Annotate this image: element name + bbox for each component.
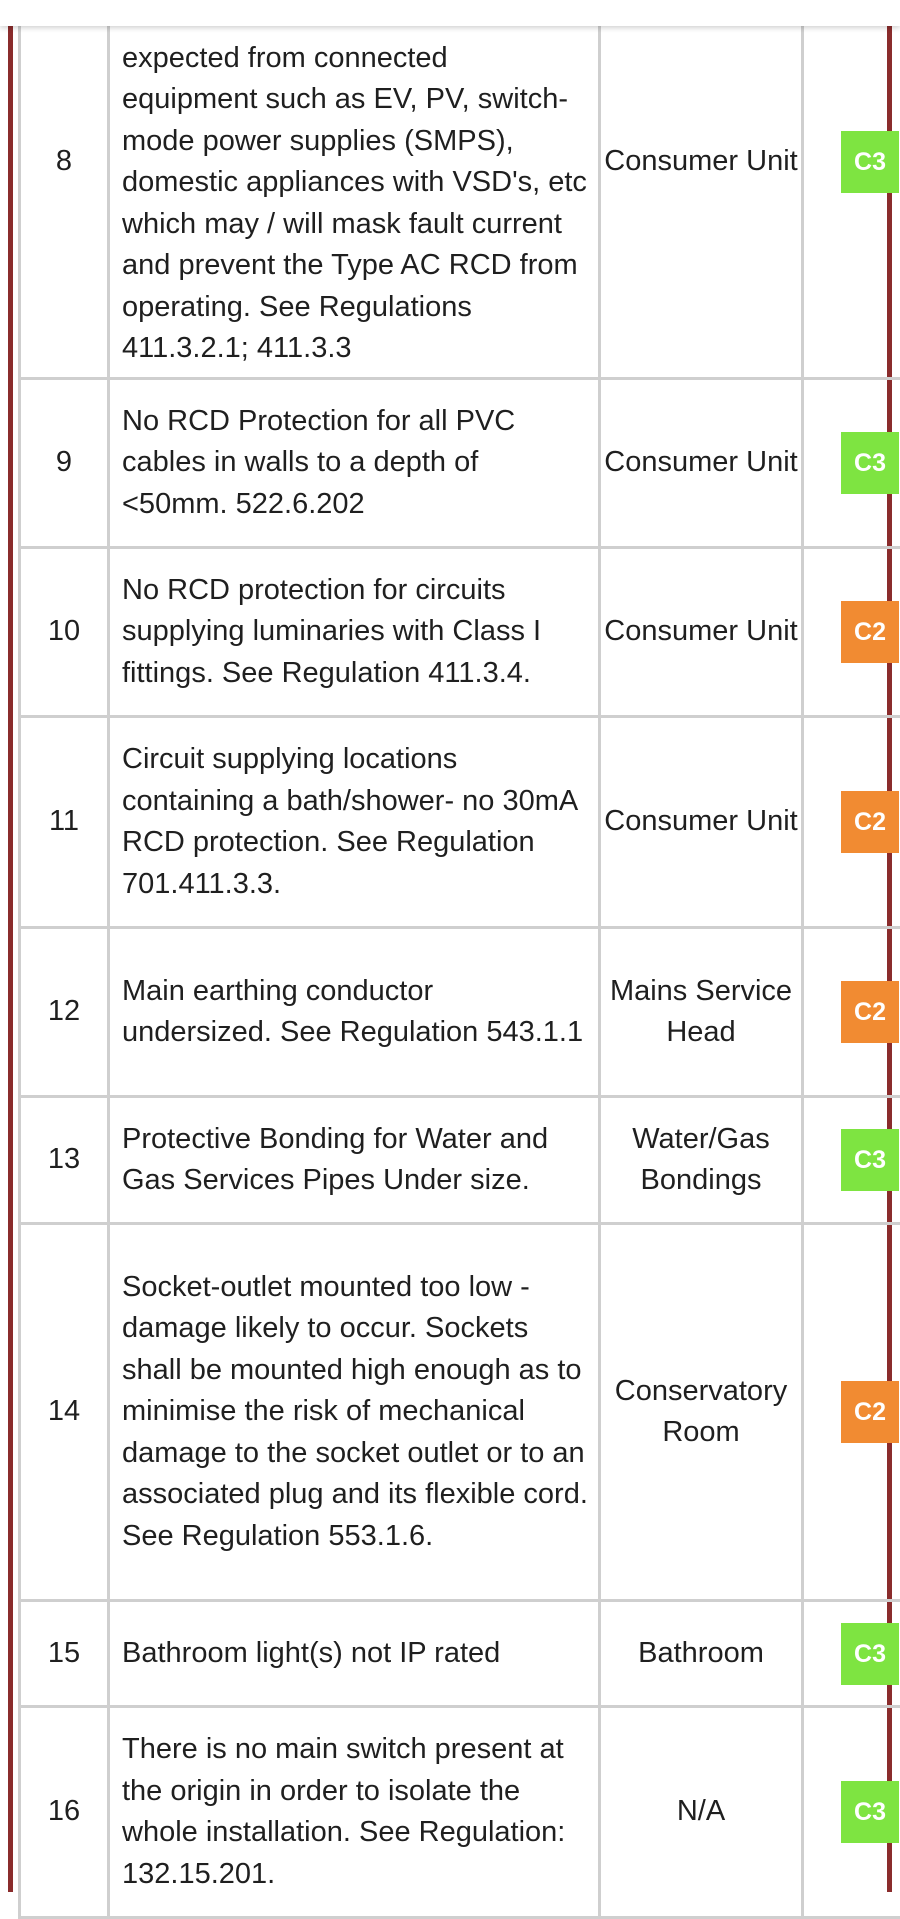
classification-code-badge: C3 [841, 1129, 899, 1191]
classification-code-badge: C3 [841, 131, 899, 193]
item-number: 13 [20, 1097, 109, 1224]
table-row [20, 1097, 900, 1224]
table-row [20, 1707, 900, 1918]
classification-code-badge: C3 [841, 1623, 899, 1685]
observation-description: There is no main switch present at the origin in order to isolate the whole installation. See Regulation: 132.15.201. [109, 1707, 600, 1918]
observation-location: N/A [600, 1707, 803, 1918]
classification-code-badge: C2 [841, 791, 899, 853]
observation-location: Conservatory Room [600, 1224, 803, 1601]
item-number: 8 [20, 0, 109, 379]
table-row [20, 1601, 900, 1707]
observation-location: Consumer Unit [600, 548, 803, 717]
observation-location: Consumer Unit [600, 717, 803, 928]
observation-description: Protective Bonding for Water and Gas Services Pipes Under size. [109, 1097, 600, 1224]
item-number: 14 [20, 1224, 109, 1601]
item-number: 10 [20, 548, 109, 717]
observation-description: No RCD protection for circuits supplying luminaries with Class I fittings. See Regulation 411.3.4. [109, 548, 600, 717]
observations-panel [8, 0, 892, 1892]
observation-description: Circuit supplying locations containing a bath/shower- no 30mA RCD protection. See Regulation 701.411.3.3. [109, 717, 600, 928]
observation-description: Main earthing conductor undersized. See Regulation 543.1.1 [109, 928, 600, 1097]
observation-description: Bathroom light(s) not IP rated [109, 1601, 600, 1707]
table-row [20, 1224, 900, 1601]
table-row [20, 379, 900, 548]
observation-description: expected from connected equipment such as EV, PV, switch-mode power supplies (SMPS), domestic appliances with VSD's, etc which may / will mask fault current and prevent the Type AC RCD from operating. See Regulations 411.3.2.1; 411.3.3 [109, 0, 600, 379]
observation-description: No RCD Protection for all PVC cables in walls to a depth of <50mm. 522.6.202 [109, 379, 600, 548]
table-row [20, 717, 900, 928]
classification-code-badge: C2 [841, 981, 899, 1043]
observation-location: Water/Gas Bondings [600, 1097, 803, 1224]
item-number: 15 [20, 1601, 109, 1707]
classification-code-badge: C3 [841, 1781, 899, 1843]
observation-location: Bathroom [600, 1601, 803, 1707]
observation-location: Consumer Unit [600, 0, 803, 379]
classification-code-badge: C3 [841, 432, 899, 494]
observations-table [18, 0, 900, 1919]
classification-code-badge: C2 [841, 1381, 899, 1443]
table-row [20, 0, 900, 379]
item-number: 11 [20, 717, 109, 928]
observation-location: Mains Service Head [600, 928, 803, 1097]
item-number: 9 [20, 379, 109, 548]
item-number: 16 [20, 1707, 109, 1918]
observation-description: Socket-outlet mounted too low - damage likely to occur. Sockets shall be mounted high enough as to minimise the risk of mechanical damage to the socket outlet or to an associated plug and its flexible cord. See Regulation 553.1.6. [109, 1224, 600, 1601]
observation-location: Consumer Unit [600, 379, 803, 548]
table-row [20, 928, 900, 1097]
table-row [20, 548, 900, 717]
classification-code-badge: C2 [841, 601, 899, 663]
top-app-bar [0, 0, 900, 26]
item-number: 12 [20, 928, 109, 1097]
